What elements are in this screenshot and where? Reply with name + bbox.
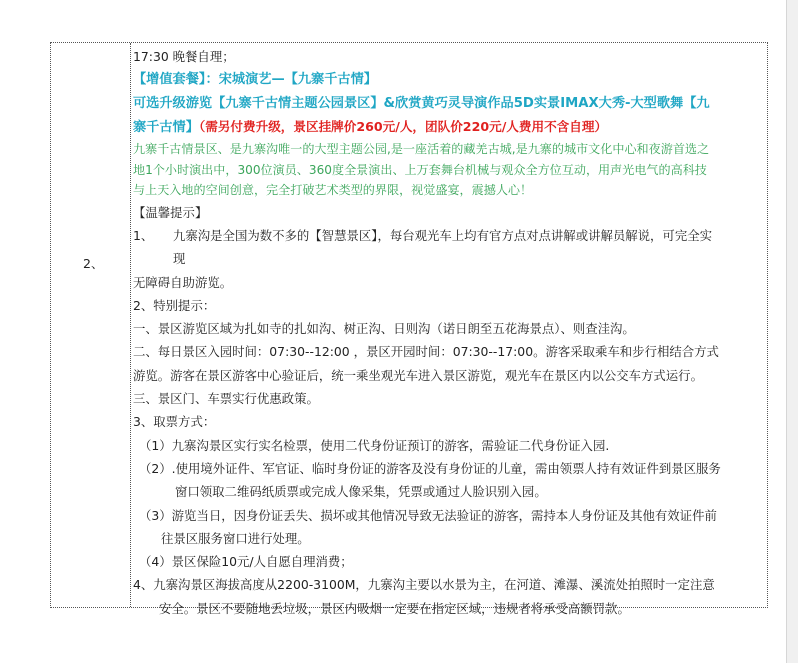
upgrade-line-2 [133, 115, 765, 139]
notice-two-line-2: 游览。游客在景区游客中心验证后，统一乘坐观光车进入景区游览，观光车在景区内以公交车方式运行。 [133, 367, 703, 383]
ticket-item-2-line-2: 窗口领取二维码纸质票或完成人像采集，凭票或通过人脸识别入园。 [175, 484, 547, 500]
notice-two-line-1: 二、每日景区入园时间：07:30--12:00 ，景区开园时间：07:30--17:00。游客采取乘车和步行相结合方式 [133, 344, 719, 360]
show-desc-line-1: 九寨千古情景区、是九寨沟唯一的大型主题公园,是一座活着的藏羌古城,是九寨的城市文化中心和夜游首选之 [133, 142, 710, 157]
upgrade-price-note: （需另付费升级，景区挂牌价260元/人，团队价220元/人费用不含自理） [198, 118, 608, 134]
upgrade-show-name: 寨千古情】 [133, 119, 199, 135]
tip-1-line [133, 224, 765, 247]
tips-heading: 【温馨提示】 [133, 204, 208, 220]
column-divider [130, 43, 131, 607]
ticket-heading: 3、取票方式： [133, 414, 216, 430]
special-notice-heading: 2、特别提示： [133, 297, 216, 313]
row-number: 2、 [83, 256, 104, 271]
tip-1-text: 九寨沟是全国为数不多的【智慧景区】，每台观光车上均有官方点对点讲解或讲解员解说，可完全实 [173, 227, 712, 243]
tip-1-number: 1、 [133, 227, 154, 243]
tip-1-continued: 现 [173, 251, 186, 267]
window-edge [786, 0, 798, 663]
row-number-cell [51, 43, 130, 607]
altitude-note-line-1: 4、九寨沟景区海拔高度从2200-3100M，九寨沟主要以水景为主，在河道、滩瀑、溪流处拍照时一定注意 [133, 577, 715, 593]
ticket-item-2-line-1: （2）.使用境外证件、军官证、临时身份证的游客及没有身份证的儿童，需由领票人持有效证件到景区服务 [139, 460, 721, 476]
altitude-note-line-2: 安全。景区不要随地丢垃圾，景区内吸烟一定要在指定区域，违规者将承受高额罚款。 [159, 600, 630, 616]
content-cell [133, 45, 765, 620]
ticket-item-3-line-1: （3）游览当日，因身份证丢失、损坏或其他情况导致无法验证的游客，需持本人身份证及其他有效证件前 [139, 507, 717, 523]
ticket-item-4: （4）景区保险10元/人自愿自理消费； [139, 554, 353, 570]
ticket-item-1: （1）九寨沟景区实行实名检票，使用二代身份证预订的游客，需验证二代身份证入园. [139, 437, 610, 453]
ticket-item-3-line-2: 往景区服务窗口进行处理。 [161, 530, 310, 546]
itinerary-table [50, 42, 768, 616]
show-desc-line-2: 地1个小时演出中，300位演员、360度全景演出、上万套舞台机械与观众全方位互动，用声光电气的高科技 [133, 162, 707, 177]
notice-three: 三、景区门、车票实行优惠政策。 [133, 391, 319, 407]
dinner-line: 17:30 晚餐自理； [133, 49, 235, 64]
upgrade-line-1: 可选升级游览【九寨千古情主题公园景区】&欣赏黄巧灵导演作品5D实景IMAX大秀-大型歌舞【九 [133, 95, 710, 111]
notice-one: 一、景区游览区域为扎如寺的扎如沟、树正沟、日则沟（诺日朗至五花海景点）、则查洼沟。 [133, 321, 635, 337]
addon-package-title: 【增值套餐】：宋城演艺—【九寨千古情】 [133, 72, 377, 88]
show-desc-line-3: 与上天入地的空间创意，完全打破艺术类型的界限，视觉盛宴，震撼人心！ [133, 183, 533, 198]
tip-1-end: 无障碍自助游览。 [133, 274, 233, 290]
